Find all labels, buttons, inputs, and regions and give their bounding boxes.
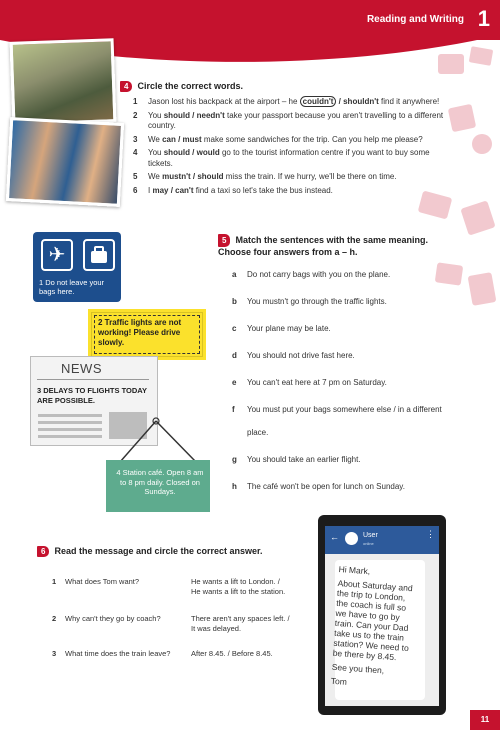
text-line-placeholder bbox=[38, 428, 102, 431]
exercise-6-badge: 6 bbox=[37, 546, 49, 557]
list-item: b You mustn't go through the traffic lights. bbox=[232, 297, 387, 306]
exercise-4-title: 4 Circle the correct words. bbox=[120, 81, 243, 92]
text-line-placeholder bbox=[38, 414, 102, 417]
message-closing: See you then, bbox=[331, 661, 385, 676]
exercise-5-title: 5 Match the sentences with the same meaning. Choose four answers from a – h. bbox=[218, 235, 429, 257]
list-item: c Your plane may be late. bbox=[232, 324, 331, 333]
news-image-placeholder bbox=[109, 412, 147, 439]
message-text bbox=[330, 564, 421, 695]
message-signature: Tom bbox=[330, 675, 348, 687]
cafe-sign bbox=[106, 460, 210, 512]
traffic-sign bbox=[88, 309, 206, 360]
back-arrow-icon[interactable]: ← bbox=[330, 532, 339, 542]
exercise-4-list bbox=[133, 97, 453, 199]
more-options-icon[interactable]: ⋮ bbox=[426, 529, 435, 539]
airport-sign bbox=[33, 232, 121, 302]
list-item: e You can't eat here at 7 pm on Saturday. bbox=[232, 378, 387, 387]
list-item: d You should not drive fast here. bbox=[232, 351, 355, 360]
list-item: 3 We can / must make some sandwiches for the trip. Can you help me please? bbox=[133, 134, 423, 144]
phone-mockup bbox=[318, 515, 446, 715]
sign-3-text: 3 DELAYS TO FLIGHTS TODAY ARE POSSIBLE. bbox=[37, 386, 147, 405]
news-heading: NEWS bbox=[61, 361, 102, 376]
list-item: 1 Jason lost his backpack at the airport – he couldn't / shouldn't find it anywhere! bbox=[133, 97, 440, 106]
question: 2 Why can't they go by coach? bbox=[52, 614, 161, 623]
phone-screen bbox=[325, 526, 439, 706]
section-title: Reading and Writing bbox=[366, 14, 464, 25]
list-item: g You should take an earlier flight. bbox=[232, 455, 361, 464]
unit-number: 1 bbox=[477, 6, 490, 31]
sign-2-text: 2 Traffic lights are not working! Please drive slowly. bbox=[98, 318, 182, 347]
list-item: 2 You should / needn't take your passport because you aren't travelling to a different country. bbox=[133, 110, 444, 130]
contact-name: User bbox=[363, 532, 378, 539]
circled-answer[interactable]: couldn't bbox=[300, 96, 337, 107]
list-item-continuation: place. bbox=[247, 428, 269, 437]
sign-4-text: 4 Station café. Open 8 am to 8 pm daily. Closed on Sundays. bbox=[116, 468, 204, 496]
answer-options[interactable]: There aren't any spaces left. / It was delayed. bbox=[191, 614, 290, 633]
newspaper-sign bbox=[30, 356, 158, 446]
list-item: a Do not carry bags with you on the plane. bbox=[232, 270, 391, 279]
text-line-placeholder bbox=[38, 435, 102, 438]
answer-options[interactable]: He wants a lift to London. / He wants a lift to the station. bbox=[191, 577, 286, 596]
question: 3 What time does the train leave? bbox=[52, 649, 171, 658]
exercise-4-badge: 4 bbox=[120, 81, 132, 92]
contact-status: online bbox=[363, 541, 374, 546]
divider bbox=[37, 379, 149, 380]
avatar bbox=[345, 532, 358, 545]
message-greeting: Hi Mark, bbox=[338, 564, 371, 577]
list-item: f You must put your bags somewhere else / in a different bbox=[232, 405, 442, 414]
exercise-6-title: 6 Read the message and circle the correct answer. bbox=[37, 546, 263, 557]
hiking-photo bbox=[10, 38, 117, 126]
text-line-placeholder bbox=[38, 421, 102, 424]
sign-1-text: 1 Do not leave your bags here. bbox=[39, 278, 105, 296]
list-item: 5 We mustn't / should miss the train. If we hurry, we'll be there on time. bbox=[133, 172, 397, 181]
exercise-5-badge: 5 bbox=[218, 234, 230, 247]
list-item: 6 I may / can't find a taxi so let's take the bus instead. bbox=[133, 185, 333, 195]
airplane-icon: ✈ bbox=[41, 239, 73, 271]
answer-options[interactable]: After 8.45. / Before 8.45. bbox=[191, 649, 273, 658]
chat-app-bar bbox=[325, 526, 439, 554]
list-item: h The café won't be open for lunch on Sunday. bbox=[232, 482, 405, 491]
suitcase-icon bbox=[83, 239, 115, 271]
page-number: 11 bbox=[470, 710, 500, 730]
question: 1 What does Tom want? bbox=[52, 577, 140, 586]
list-item: 4 You should / would go to the tourist information centre if you want to buy some tickets. bbox=[133, 148, 430, 168]
message-body: About Saturday and the trip to London, the coach is full so we have to go by train. Can your Dad take us to the train station? We need to be there by 8.45. bbox=[332, 577, 413, 663]
bus-passengers-photo bbox=[6, 117, 124, 207]
